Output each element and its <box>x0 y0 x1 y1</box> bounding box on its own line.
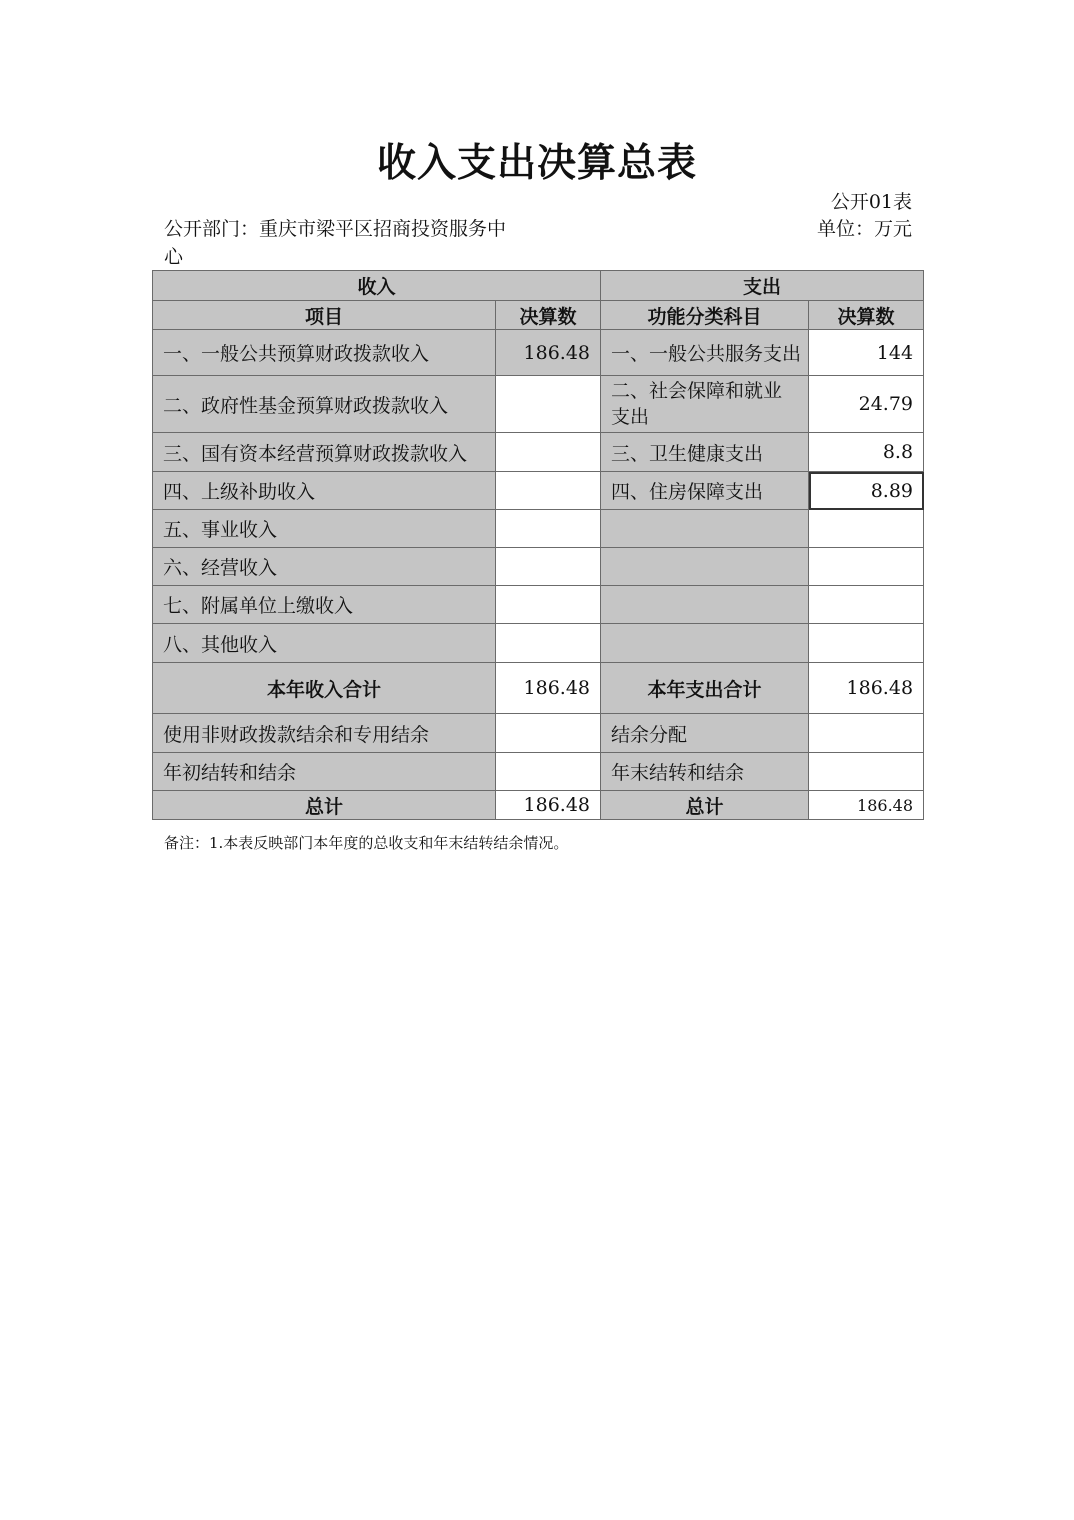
income-amount <box>496 510 601 548</box>
form-number: 公开01表 <box>830 191 912 213</box>
income-total-amount: 186.48 <box>496 791 601 820</box>
table-row <box>153 510 924 548</box>
income-item: 八、其他收入 <box>153 624 496 663</box>
table-row <box>153 376 924 433</box>
expense-item: 年末结转和结余 <box>601 753 809 791</box>
expense-item <box>601 624 809 663</box>
income-amount: 186.48 <box>496 330 601 376</box>
income-subtotal-label: 本年收入合计 <box>153 663 496 714</box>
income-amount <box>496 548 601 586</box>
expense-amount <box>809 714 924 753</box>
expense-amount: 24.79 <box>809 376 924 433</box>
expense-amount <box>809 586 924 624</box>
expense-item: 二、社会保障和就业支出 <box>601 376 809 433</box>
expense-item <box>601 548 809 586</box>
expense-item <box>601 586 809 624</box>
amount-header: 决算数 <box>496 301 601 330</box>
table-row <box>153 330 924 376</box>
item-header: 项目 <box>153 301 496 330</box>
expense-amount: 144 <box>809 330 924 376</box>
income-amount <box>496 753 601 791</box>
table-row <box>153 586 924 624</box>
expense-subtotal-amount: 186.48 <box>809 663 924 714</box>
income-subtotal-amount: 186.48 <box>496 663 601 714</box>
expense-total-label: 总计 <box>601 791 809 820</box>
category-header: 功能分类科目 <box>601 301 809 330</box>
income-item: 一、一般公共预算财政拨款收入 <box>153 330 496 376</box>
income-amount <box>496 586 601 624</box>
income-item: 三、国有资本经营预算财政拨款收入 <box>153 433 496 472</box>
income-total-label: 总计 <box>153 791 496 820</box>
table-row <box>153 753 924 791</box>
income-item: 二、政府性基金预算财政拨款收入 <box>153 376 496 433</box>
expense-amount: 8.89 <box>809 472 924 510</box>
table-row <box>153 472 924 510</box>
expense-amount: 8.8 <box>809 433 924 472</box>
unit-label: 单位：万元 <box>817 218 913 240</box>
expense-subtotal-label: 本年支出合计 <box>601 663 809 714</box>
table-row <box>153 548 924 586</box>
income-item: 五、事业收入 <box>153 510 496 548</box>
footnote: 备注：1.本表反映部门本年度的总收支和年末结转结余情况。 <box>164 834 569 852</box>
expense-amount <box>809 548 924 586</box>
expense-header: 支出 <box>601 271 924 301</box>
income-item: 七、附属单位上缴收入 <box>153 586 496 624</box>
income-amount <box>496 376 601 433</box>
income-item: 使用非财政拨款结余和专用结余 <box>153 714 496 753</box>
table-row <box>153 433 924 472</box>
table-row <box>153 624 924 663</box>
income-item: 年初结转和结余 <box>153 753 496 791</box>
expense-item: 结余分配 <box>601 714 809 753</box>
expense-item <box>601 510 809 548</box>
expense-item: 四、住房保障支出 <box>601 472 809 510</box>
expense-total-amount: 186.48 <box>809 791 924 820</box>
table-row <box>153 714 924 753</box>
income-amount <box>496 472 601 510</box>
department-label: 公开部门：重庆市梁平区招商投资服务中心 <box>164 218 507 268</box>
income-item: 六、经营收入 <box>153 548 496 586</box>
expense-amount <box>809 624 924 663</box>
expense-amount <box>809 753 924 791</box>
total-row <box>153 791 924 820</box>
expense-item: 三、卫生健康支出 <box>601 433 809 472</box>
income-amount <box>496 624 601 663</box>
income-amount <box>496 433 601 472</box>
budget-summary-table <box>152 270 924 820</box>
income-header: 收入 <box>153 271 601 301</box>
page-title: 收入支出决算总表 <box>376 140 697 186</box>
income-amount <box>496 714 601 753</box>
expense-amount <box>809 510 924 548</box>
amount2-header: 决算数 <box>809 301 924 330</box>
income-item: 四、上级补助收入 <box>153 472 496 510</box>
subtotal-row <box>153 663 924 714</box>
expense-item: 一、一般公共服务支出 <box>601 330 809 376</box>
